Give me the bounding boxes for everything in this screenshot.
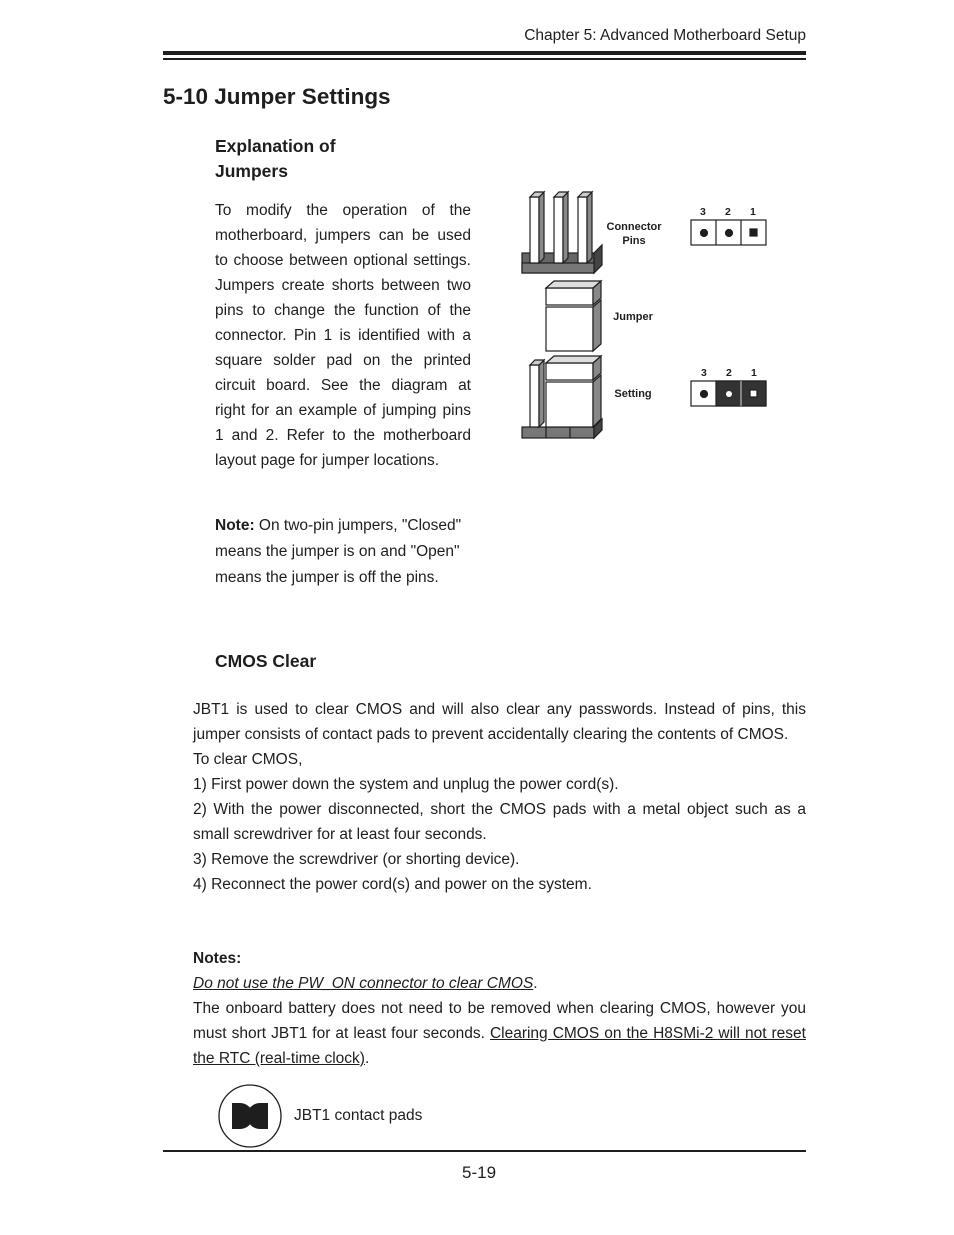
connector-label-line2: Pins xyxy=(622,235,646,247)
pin-number-3-top: 3 xyxy=(700,206,706,218)
pin-header-jumped xyxy=(691,381,766,406)
setting-label: Setting xyxy=(614,388,652,400)
header-rule-thin xyxy=(163,58,806,60)
notes-item-1-end: . xyxy=(533,975,538,992)
section-title: 5-10 Jumper Settings xyxy=(163,84,391,109)
setting-illustration xyxy=(522,356,602,438)
connector-pins-label xyxy=(600,220,668,248)
explanation-paragraph: To modify the operation of the motherboard, jumpers can be used to choose between optional settings. Jumpers create shorts between two pins to change the function of the connector. Pin 1 is identified with a square solder pad on the printed circuit board. See the diagram at right for an example of jumping pins 1 and 2. Refer to the motherboard layout page for jumper locations. xyxy=(215,202,471,469)
chapter-header: Chapter 5: Advanced Motherboard Setup xyxy=(524,27,806,44)
note-label: Note: xyxy=(215,517,255,534)
footer-rule xyxy=(163,1150,806,1152)
notes-item-1: Do not use the PW_ON connector to clear CMOS xyxy=(193,975,534,992)
page-number: 5-19 xyxy=(462,1163,497,1182)
notes-item-2: The onboard battery does not need to be removed when clearing CMOS, however you must short JBT1 for at least four seconds. xyxy=(193,1000,806,1042)
cmos-body xyxy=(193,697,806,897)
cmos-notes xyxy=(193,946,806,1071)
pin-number-2-bottom: 2 xyxy=(726,367,732,379)
notes-item-2-underlined: Clearing CMOS on the H8SMi-2 will not reset the RTC (real-time clock) xyxy=(193,1025,806,1067)
cmos-heading: CMOS Clear xyxy=(215,651,317,671)
jumper-label: Jumper xyxy=(613,311,653,323)
pin-header-open xyxy=(691,220,766,245)
cmos-step-3: 3) Remove the screwdriver (or shorting device). xyxy=(193,851,520,868)
explanation-heading-line2: Jumpers xyxy=(215,161,288,181)
connector-pins-illustration xyxy=(522,192,602,273)
cmos-intro: JBT1 is used to clear CMOS and will also clear any passwords. Instead of pins, this jumper consists of contact pads to prevent accidentally clearing the contents of CMOS. xyxy=(193,701,806,743)
notes-heading: Notes: xyxy=(193,950,242,967)
connector-label-line1: Connector xyxy=(606,221,662,233)
pin-number-2-top: 2 xyxy=(725,206,731,218)
cmos-to-clear: To clear CMOS, xyxy=(193,751,303,768)
jbt1-contact-pads-icon xyxy=(216,1084,284,1148)
pin-number-3-bottom: 3 xyxy=(701,367,707,379)
cmos-step-2: 2) With the power disconnected, short the CMOS pads with a metal object such as a small screwdriver for at least four seconds. xyxy=(193,801,806,843)
cmos-step-4: 4) Reconnect the power cord(s) and power on the system. xyxy=(193,876,592,893)
pin-number-1-bottom: 1 xyxy=(751,367,757,379)
notes-item-2-end: . xyxy=(364,1050,370,1067)
explanation-heading xyxy=(215,134,336,184)
pin-number-1-top: 1 xyxy=(750,206,756,218)
jumper-illustration xyxy=(546,281,601,351)
note-text: On two-pin jumpers, "Closed" means the jumper is on and "Open" means the jumper is off the pins. xyxy=(215,517,462,586)
cmos-step-1: 1) First power down the system and unplug the power cord(s). xyxy=(193,776,619,793)
explanation-heading-line1: Explanation of xyxy=(215,136,336,156)
jumper-note xyxy=(215,513,471,591)
jbt1-pads-label: JBT1 contact pads xyxy=(294,1107,423,1124)
header-rule-thick xyxy=(163,51,806,55)
